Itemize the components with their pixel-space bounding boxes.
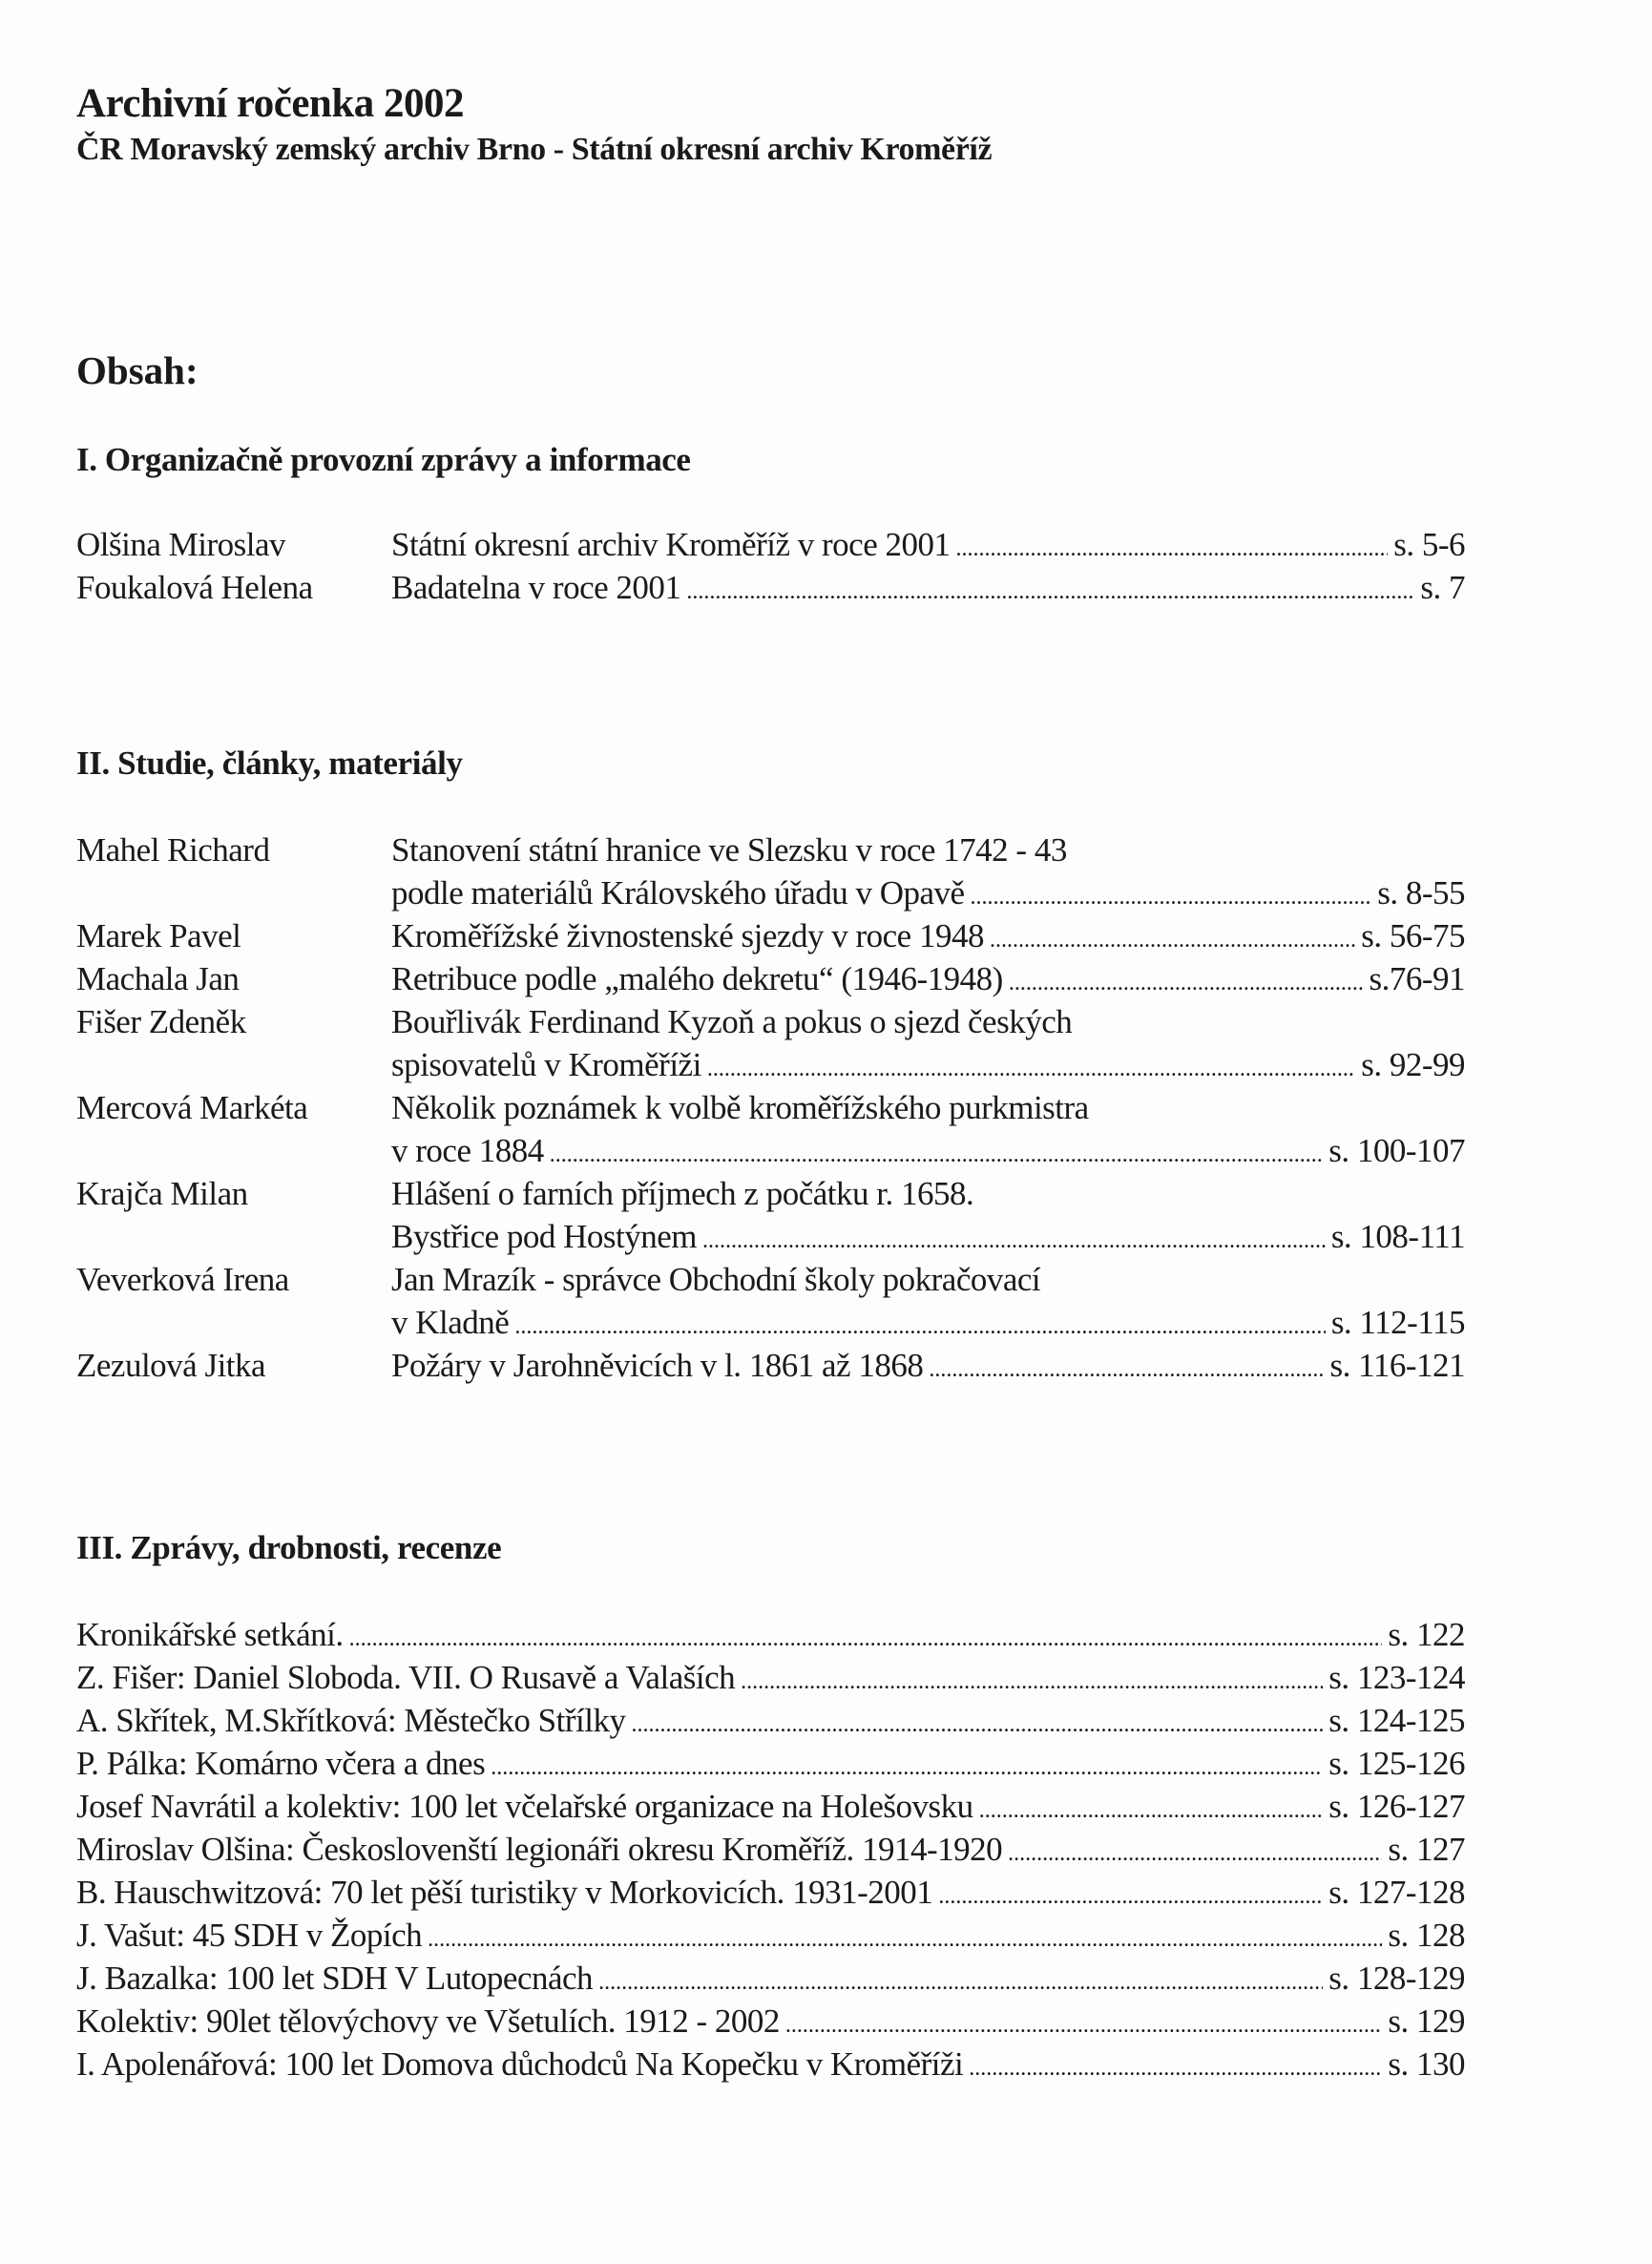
entry-pages: s. 128	[1388, 1917, 1465, 1954]
section-heading-1: I. Organizačně provozní zprávy a informace	[76, 441, 691, 478]
leader-dots	[969, 2047, 1382, 2090]
leader-dots	[990, 919, 1355, 962]
toc-entry-continuation	[76, 1301, 1465, 1344]
entry-title: Kroměřížské živnostenské sjezdy v roce 1948	[391, 917, 984, 954]
entry-author: Krajča Milan	[76, 1175, 248, 1212]
entry-pages: s. 116-121	[1329, 1347, 1465, 1384]
toc-entry	[76, 1656, 1465, 1699]
toc-entry	[76, 1172, 1465, 1215]
leader-dots	[349, 1618, 1383, 1661]
entry-title: J. Bazalka: 100 let SDH V Lutopecnách	[76, 1960, 594, 1997]
toc-entry	[76, 1785, 1465, 1828]
entry-pages: s. 100-107	[1328, 1132, 1465, 1169]
entry-title-cont: v roce 1884	[391, 1132, 544, 1169]
entry-author: Veverková Irena	[76, 1261, 289, 1298]
entry-pages: s. 130	[1388, 2045, 1465, 2083]
entry-pages: s. 122	[1388, 1616, 1465, 1653]
toc-entry	[76, 828, 1465, 871]
toc-entry	[76, 1914, 1465, 1957]
entry-pages: s. 112-115	[1330, 1304, 1465, 1341]
entry-title: Kronikářské setkání.	[76, 1616, 344, 1653]
leader-dots	[428, 1918, 1382, 1961]
toc-entry	[76, 2000, 1465, 2043]
toc-entry	[76, 1828, 1465, 1871]
toc-entry	[76, 1613, 1465, 1656]
entry-author: Olšina Miroslav	[76, 526, 286, 563]
section-heading-2: II. Studie, články, materiály	[76, 744, 463, 782]
leader-dots	[785, 2004, 1382, 2047]
leader-dots	[938, 1876, 1323, 1918]
document-subtitle: ČR Moravský zemský archiv Brno - Státní okresní archiv Kroměříž	[76, 132, 993, 167]
entry-pages: s. 92-99	[1361, 1046, 1465, 1083]
entry-pages: s. 129	[1388, 2002, 1465, 2040]
leader-dots	[598, 1961, 1323, 2004]
entry-title-cont: v Kladně	[391, 1304, 510, 1341]
entry-author: Zezulová Jitka	[76, 1347, 266, 1384]
toc-entry	[76, 2043, 1465, 2086]
toc-entry	[76, 1742, 1465, 1785]
entry-pages: s. 108-111	[1330, 1218, 1465, 1255]
toc-entry-continuation	[76, 1043, 1465, 1086]
entry-title: P. Pálka: Komárno včera a dnes	[76, 1745, 486, 1782]
toc-entry-continuation	[76, 871, 1465, 914]
entry-pages: s.76-91	[1369, 960, 1465, 997]
toc-entry	[76, 523, 1465, 566]
toc-entry	[76, 957, 1465, 1000]
toc-entry	[76, 1957, 1465, 2000]
entry-pages: s. 123-124	[1328, 1659, 1465, 1696]
entry-author: Marek Pavel	[76, 917, 241, 954]
toc-entry	[76, 1000, 1465, 1043]
leader-dots	[929, 1349, 1324, 1392]
toc-entry	[76, 1699, 1465, 1742]
entry-title: B. Hauschwitzová: 70 let pěší turistiky v Morkovicích. 1931-2001	[76, 1874, 933, 1911]
document-title: Archivní ročenka 2002	[76, 81, 464, 126]
leader-dots	[514, 1306, 1325, 1349]
contents-heading: Obsah:	[76, 348, 199, 392]
leader-dots	[686, 571, 1414, 614]
entry-title: Kolektiv: 90let tělovýchovy ve Všetulích. 1912 - 2002	[76, 2002, 780, 2040]
entry-pages: s. 7	[1420, 569, 1465, 606]
toc-entry	[76, 1258, 1465, 1301]
entry-title-cont: Bystřice pod Hostýnem	[391, 1218, 698, 1255]
entry-title: Požáry v Jarohněvicích v l. 1861 až 1868	[391, 1347, 924, 1384]
entry-pages: s. 127-128	[1328, 1874, 1465, 1911]
section-heading-3: III. Zprávy, drobnosti, recenze	[76, 1529, 502, 1566]
entry-title: Stanovení státní hranice ve Slezsku v roce 1742 - 43	[391, 831, 1067, 869]
entry-pages: s. 56-75	[1361, 917, 1465, 954]
entry-title: Miroslav Olšina: Českoslovenští legionáři okresu Kroměříž. 1914-1920	[76, 1831, 1003, 1868]
entry-title-cont: podle materiálů Královského úřadu v Opavě	[391, 874, 965, 912]
section-3-entries	[76, 1613, 1465, 2086]
entry-pages: s. 5-6	[1393, 526, 1465, 563]
leader-dots	[741, 1661, 1323, 1704]
leader-dots	[971, 876, 1372, 919]
entry-pages: s. 125-126	[1328, 1745, 1465, 1782]
entry-title: Státní okresní archiv Kroměříž v roce 2001	[391, 526, 951, 563]
section-1-entries	[76, 523, 1465, 609]
entry-pages: s. 127	[1388, 1831, 1465, 1868]
section-2-entries	[76, 828, 1465, 1387]
toc-entry	[76, 1871, 1465, 1914]
entry-author: Machala Jan	[76, 960, 240, 997]
entry-title: Hlášení o farních příjmech z počátku r. 1658.	[391, 1175, 974, 1212]
toc-entry-continuation	[76, 1215, 1465, 1258]
entry-pages: s. 126-127	[1328, 1788, 1465, 1825]
entry-pages: s. 128-129	[1328, 1960, 1465, 1997]
leader-dots	[979, 1790, 1324, 1833]
entry-title: Z. Fišer: Daniel Sloboda. VII. O Rusavě a Valaších	[76, 1659, 736, 1696]
entry-title: Bouřlivák Ferdinand Kyzoň a pokus o sjezd českých	[391, 1003, 1073, 1040]
entry-author: Fišer Zdeněk	[76, 1003, 246, 1040]
leader-dots	[1009, 962, 1364, 1005]
entry-pages: s. 8-55	[1377, 874, 1465, 912]
leader-dots	[1008, 1833, 1382, 1876]
entry-title-cont: spisovatelů v Kroměříži	[391, 1046, 701, 1083]
entry-author: Mercová Markéta	[76, 1089, 308, 1126]
entry-title: J. Vašut: 45 SDH v Žopích	[76, 1917, 423, 1954]
entry-title: Badatelna v roce 2001	[391, 569, 681, 606]
leader-dots	[707, 1048, 1355, 1091]
entry-author: Mahel Richard	[76, 831, 270, 869]
entry-author: Foukalová Helena	[76, 569, 313, 606]
entry-title: Josef Navrátil a kolektiv: 100 let včelařské organizace na Holešovsku	[76, 1788, 973, 1825]
entry-title: Retribuce podle „malého dekretu“ (1946-1948)	[391, 960, 1003, 997]
entry-title: A. Skřítek, M.Skřítková: Městečko Střílky	[76, 1702, 626, 1739]
leader-dots	[550, 1134, 1323, 1177]
entry-title: I. Apolenářová: 100 let Domova důchodců Na Kopečku v Kroměříži	[76, 2045, 964, 2083]
toc-entry	[76, 1344, 1465, 1387]
entry-pages: s. 124-125	[1328, 1702, 1465, 1739]
leader-dots	[702, 1220, 1326, 1263]
toc-entry-continuation	[76, 1129, 1465, 1172]
leader-dots	[491, 1747, 1323, 1790]
leader-dots	[631, 1704, 1323, 1747]
entry-title: Několik poznámek k volbě kroměřížského purkmistra	[391, 1089, 1089, 1126]
leader-dots	[955, 528, 1388, 571]
entry-title: Jan Mrazík - správce Obchodní školy pokračovací	[391, 1261, 1041, 1298]
toc-entry	[76, 914, 1465, 957]
toc-entry	[76, 1086, 1465, 1129]
toc-entry	[76, 566, 1465, 609]
